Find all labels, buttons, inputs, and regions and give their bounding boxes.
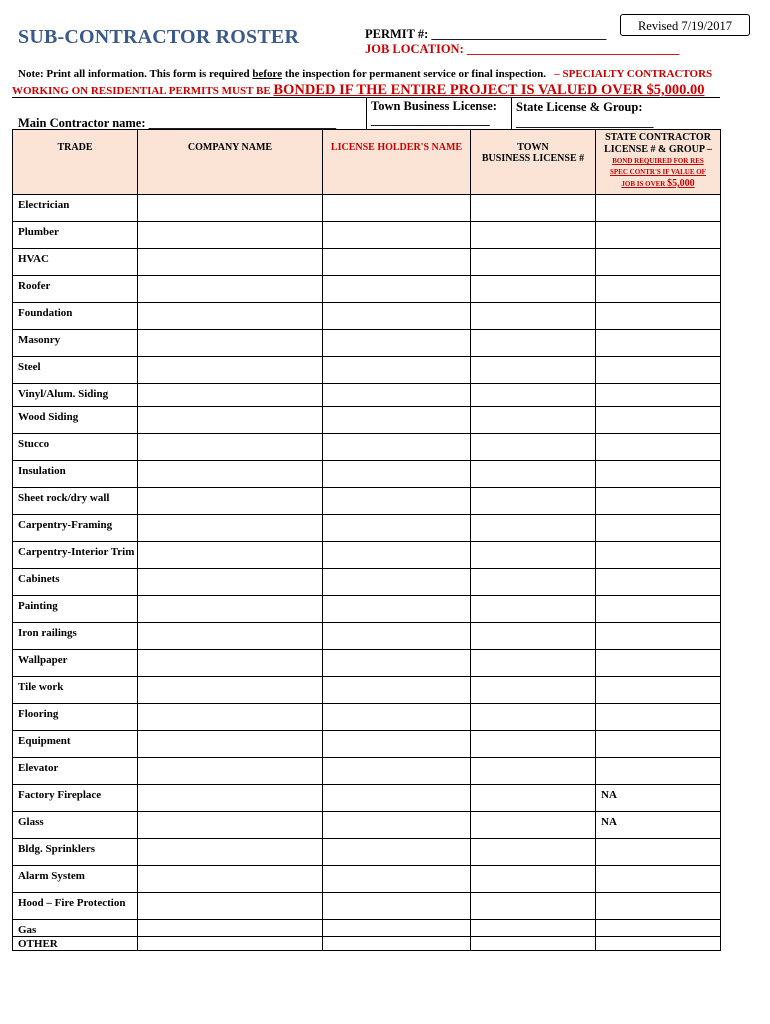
license-holder-cell[interactable] bbox=[323, 303, 471, 330]
license-holder-cell[interactable] bbox=[323, 249, 471, 276]
header-company-name: COMPANY NAME bbox=[138, 130, 323, 195]
trade-cell: Foundation bbox=[13, 303, 138, 330]
company-name-cell[interactable] bbox=[138, 920, 323, 937]
header-license-holder: LICENSE HOLDER'S NAME bbox=[323, 130, 471, 195]
state-license-cell[interactable] bbox=[596, 330, 721, 357]
company-name-cell[interactable] bbox=[138, 758, 323, 785]
table-row bbox=[13, 758, 721, 785]
table-row bbox=[13, 303, 721, 330]
trade-cell: Iron railings bbox=[13, 623, 138, 650]
license-holder-cell[interactable] bbox=[323, 276, 471, 303]
trade-cell: Glass bbox=[13, 812, 138, 839]
company-name-cell[interactable] bbox=[138, 596, 323, 623]
town-license-cell[interactable] bbox=[471, 434, 596, 461]
license-holder-cell[interactable] bbox=[323, 434, 471, 461]
state-license-cell[interactable] bbox=[596, 650, 721, 677]
note-underlined: before bbox=[252, 68, 283, 80]
state-license-cell[interactable] bbox=[596, 303, 721, 330]
town-business-license-line[interactable]: ___________________ bbox=[371, 113, 490, 127]
trade-cell: Flooring bbox=[13, 704, 138, 731]
company-name-cell[interactable] bbox=[138, 839, 323, 866]
trade-cell: OTHER bbox=[13, 937, 138, 951]
form-title: SUB-CONTRACTOR ROSTER bbox=[18, 26, 300, 48]
license-holder-cell[interactable] bbox=[323, 330, 471, 357]
company-name-cell[interactable] bbox=[138, 222, 323, 249]
state-license-cell[interactable] bbox=[596, 384, 721, 407]
license-holder-cell[interactable] bbox=[323, 937, 471, 951]
state-license-label: State License & Group: bbox=[516, 100, 643, 114]
state-license-cell[interactable] bbox=[596, 488, 721, 515]
town-business-license-box[interactable] bbox=[366, 97, 512, 129]
license-holder-cell[interactable] bbox=[323, 461, 471, 488]
header-trade: TRADE bbox=[13, 130, 138, 195]
town-license-cell[interactable] bbox=[471, 677, 596, 704]
town-license-cell[interactable] bbox=[471, 384, 596, 407]
license-holder-cell[interactable] bbox=[323, 866, 471, 893]
state-license-cell[interactable] bbox=[596, 920, 721, 937]
state-license-cell[interactable] bbox=[596, 758, 721, 785]
header-state-license: STATE CONTRACTOR LICENSE # & GROUP – BOND REQUIRED FOR RES SPEC CONTR'S IF VALUE OF JOB IS OVER $5,000 bbox=[596, 130, 721, 195]
state-license-cell[interactable] bbox=[596, 276, 721, 303]
company-name-cell[interactable] bbox=[138, 542, 323, 569]
trade-cell: Electrician bbox=[13, 195, 138, 222]
state-license-cell[interactable] bbox=[596, 704, 721, 731]
trade-cell: Equipment bbox=[13, 731, 138, 758]
company-name-cell[interactable] bbox=[138, 488, 323, 515]
trade-cell: Bldg. Sprinklers bbox=[13, 839, 138, 866]
company-name-cell[interactable] bbox=[138, 303, 323, 330]
state-license-cell[interactable] bbox=[596, 623, 721, 650]
company-name-cell[interactable] bbox=[138, 407, 323, 434]
table-row bbox=[13, 731, 721, 758]
state-license-cell[interactable] bbox=[596, 249, 721, 276]
form-note bbox=[18, 68, 712, 80]
state-license-cell[interactable] bbox=[596, 195, 721, 222]
state-license-cell[interactable] bbox=[596, 222, 721, 249]
table-row bbox=[13, 812, 721, 839]
table-row bbox=[13, 839, 721, 866]
company-name-cell[interactable] bbox=[138, 623, 323, 650]
bond-warning-small: WORKING ON RESIDENTIAL PERMITS MUST BE bbox=[12, 85, 274, 97]
town-business-license-label: Town Business License: bbox=[371, 99, 497, 113]
state-license-cell[interactable] bbox=[596, 731, 721, 758]
table-header-row bbox=[13, 130, 721, 195]
license-holder-cell[interactable] bbox=[323, 357, 471, 384]
town-license-cell[interactable] bbox=[471, 407, 596, 434]
license-holder-cell[interactable] bbox=[323, 758, 471, 785]
table-row bbox=[13, 407, 721, 434]
table-row bbox=[13, 569, 721, 596]
table-row bbox=[13, 893, 721, 920]
town-license-cell[interactable] bbox=[471, 623, 596, 650]
license-holder-cell[interactable] bbox=[323, 812, 471, 839]
table-row bbox=[13, 330, 721, 357]
state-license-cell[interactable] bbox=[596, 677, 721, 704]
town-license-cell[interactable] bbox=[471, 249, 596, 276]
trade-cell: Stucco bbox=[13, 434, 138, 461]
company-name-cell[interactable] bbox=[138, 704, 323, 731]
trade-cell: Wood Siding bbox=[13, 407, 138, 434]
trade-cell: Hood – Fire Protection bbox=[13, 893, 138, 920]
note-specialty: – SPECIALTY CONTRACTORS bbox=[554, 68, 713, 80]
trade-cell: HVAC bbox=[13, 249, 138, 276]
state-license-cell[interactable] bbox=[596, 515, 721, 542]
table-row bbox=[13, 650, 721, 677]
company-name-cell[interactable] bbox=[138, 461, 323, 488]
license-holder-cell[interactable] bbox=[323, 596, 471, 623]
license-holder-cell[interactable] bbox=[323, 195, 471, 222]
state-license-cell[interactable] bbox=[596, 937, 721, 951]
trade-cell: Elevator bbox=[13, 758, 138, 785]
table-row bbox=[13, 937, 721, 951]
license-holder-cell[interactable] bbox=[323, 785, 471, 812]
company-name-cell[interactable] bbox=[138, 785, 323, 812]
town-license-cell[interactable] bbox=[471, 461, 596, 488]
town-license-cell[interactable] bbox=[471, 937, 596, 951]
state-license-cell[interactable] bbox=[596, 542, 721, 569]
trade-cell: Carpentry-Framing bbox=[13, 515, 138, 542]
company-name-cell[interactable] bbox=[138, 515, 323, 542]
company-name-cell[interactable] bbox=[138, 434, 323, 461]
company-name-cell[interactable] bbox=[138, 893, 323, 920]
bond-warning-big: BONDED IF THE ENTIRE PROJECT IS VALUED OVER $5,000.00 bbox=[273, 82, 705, 98]
state-license-cell[interactable]: NA bbox=[596, 785, 721, 812]
license-holder-cell[interactable] bbox=[323, 384, 471, 407]
state-license-cell[interactable] bbox=[596, 866, 721, 893]
company-name-cell[interactable] bbox=[138, 866, 323, 893]
state-license-cell[interactable] bbox=[596, 357, 721, 384]
trade-cell: Plumber bbox=[13, 222, 138, 249]
table-row bbox=[13, 384, 721, 407]
state-license-cell[interactable] bbox=[596, 407, 721, 434]
trade-cell: Insulation bbox=[13, 461, 138, 488]
header-town-license: TOWN BUSINESS LICENSE # bbox=[471, 130, 596, 195]
town-license-cell[interactable] bbox=[471, 542, 596, 569]
town-license-cell[interactable] bbox=[471, 195, 596, 222]
company-name-cell[interactable] bbox=[138, 812, 323, 839]
license-holder-cell[interactable] bbox=[323, 222, 471, 249]
company-name-cell[interactable] bbox=[138, 249, 323, 276]
town-license-cell[interactable] bbox=[471, 357, 596, 384]
table-row bbox=[13, 434, 721, 461]
license-holder-cell[interactable] bbox=[323, 704, 471, 731]
note-prefix: Note: Print all information. This form is required bbox=[18, 68, 253, 80]
roster-table bbox=[12, 129, 721, 951]
town-license-cell[interactable] bbox=[471, 785, 596, 812]
town-license-cell[interactable] bbox=[471, 596, 596, 623]
revised-date-badge: Revised 7/19/2017 bbox=[620, 14, 750, 36]
company-name-cell[interactable] bbox=[138, 937, 323, 951]
license-holder-cell[interactable] bbox=[323, 488, 471, 515]
table-row bbox=[13, 276, 721, 303]
company-name-cell[interactable] bbox=[138, 357, 323, 384]
trade-cell: Wallpaper bbox=[13, 650, 138, 677]
license-holder-cell[interactable] bbox=[323, 407, 471, 434]
table-row bbox=[13, 677, 721, 704]
trade-cell: Roofer bbox=[13, 276, 138, 303]
town-license-cell[interactable] bbox=[471, 920, 596, 937]
job-location-field[interactable]: JOB LOCATION: __________________________________ bbox=[365, 42, 680, 56]
town-license-cell[interactable] bbox=[471, 330, 596, 357]
table-row bbox=[13, 542, 721, 569]
town-license-cell[interactable] bbox=[471, 222, 596, 249]
company-name-cell[interactable] bbox=[138, 650, 323, 677]
table-row bbox=[13, 920, 721, 937]
permit-field[interactable]: PERMIT #: ____________________________ bbox=[365, 27, 607, 41]
trade-cell: Cabinets bbox=[13, 569, 138, 596]
table-row bbox=[13, 249, 721, 276]
table-row bbox=[13, 596, 721, 623]
trade-cell: Masonry bbox=[13, 330, 138, 357]
company-name-cell[interactable] bbox=[138, 731, 323, 758]
state-license-cell[interactable] bbox=[596, 434, 721, 461]
license-holder-cell[interactable] bbox=[323, 920, 471, 937]
license-holder-cell[interactable] bbox=[323, 569, 471, 596]
trade-cell: Sheet rock/dry wall bbox=[13, 488, 138, 515]
company-name-cell[interactable] bbox=[138, 384, 323, 407]
trade-cell: Gas bbox=[13, 920, 138, 937]
town-license-cell[interactable] bbox=[471, 731, 596, 758]
trade-cell: Alarm System bbox=[13, 866, 138, 893]
table-row bbox=[13, 866, 721, 893]
company-name-cell[interactable] bbox=[138, 276, 323, 303]
company-name-cell[interactable] bbox=[138, 195, 323, 222]
town-license-cell[interactable] bbox=[471, 276, 596, 303]
state-license-cell[interactable] bbox=[596, 839, 721, 866]
license-holder-cell[interactable] bbox=[323, 542, 471, 569]
table-row bbox=[13, 704, 721, 731]
table-row bbox=[13, 357, 721, 384]
town-license-cell[interactable] bbox=[471, 569, 596, 596]
town-license-cell[interactable] bbox=[471, 303, 596, 330]
table-row bbox=[13, 461, 721, 488]
state-license-cell[interactable] bbox=[596, 569, 721, 596]
license-holder-cell[interactable] bbox=[323, 893, 471, 920]
trade-cell: Carpentry-Interior Trim bbox=[13, 542, 138, 569]
table-row bbox=[13, 195, 721, 222]
trade-cell: Factory Fireplace bbox=[13, 785, 138, 812]
main-contractor-field[interactable]: Main Contractor name: ______________________________ bbox=[18, 116, 337, 130]
town-license-cell[interactable] bbox=[471, 812, 596, 839]
state-license-cell[interactable] bbox=[596, 461, 721, 488]
town-license-cell[interactable] bbox=[471, 839, 596, 866]
table-row bbox=[13, 488, 721, 515]
state-license-cell[interactable] bbox=[596, 596, 721, 623]
town-license-cell[interactable] bbox=[471, 704, 596, 731]
company-name-cell[interactable] bbox=[138, 330, 323, 357]
license-holder-cell[interactable] bbox=[323, 731, 471, 758]
license-holder-cell[interactable] bbox=[323, 839, 471, 866]
trade-cell: Vinyl/Alum. Siding bbox=[13, 384, 138, 407]
note-suffix: the inspection for permanent service or final inspection. bbox=[282, 68, 546, 80]
state-license-cell[interactable]: NA bbox=[596, 812, 721, 839]
company-name-cell[interactable] bbox=[138, 569, 323, 596]
table-row bbox=[13, 515, 721, 542]
town-license-cell[interactable] bbox=[471, 650, 596, 677]
trade-cell: Painting bbox=[13, 596, 138, 623]
town-license-cell[interactable] bbox=[471, 866, 596, 893]
town-license-cell[interactable] bbox=[471, 515, 596, 542]
table-row bbox=[13, 222, 721, 249]
table-row bbox=[13, 785, 721, 812]
state-license-line[interactable]: ______________________ bbox=[516, 115, 654, 129]
license-holder-cell[interactable] bbox=[323, 650, 471, 677]
company-name-cell[interactable] bbox=[138, 677, 323, 704]
town-license-cell[interactable] bbox=[471, 758, 596, 785]
state-license-cell[interactable] bbox=[596, 893, 721, 920]
license-holder-cell[interactable] bbox=[323, 623, 471, 650]
trade-cell: Steel bbox=[13, 357, 138, 384]
table-row bbox=[13, 623, 721, 650]
license-holder-cell[interactable] bbox=[323, 677, 471, 704]
town-license-cell[interactable] bbox=[471, 893, 596, 920]
trade-cell: Tile work bbox=[13, 677, 138, 704]
license-holder-cell[interactable] bbox=[323, 515, 471, 542]
town-license-cell[interactable] bbox=[471, 488, 596, 515]
